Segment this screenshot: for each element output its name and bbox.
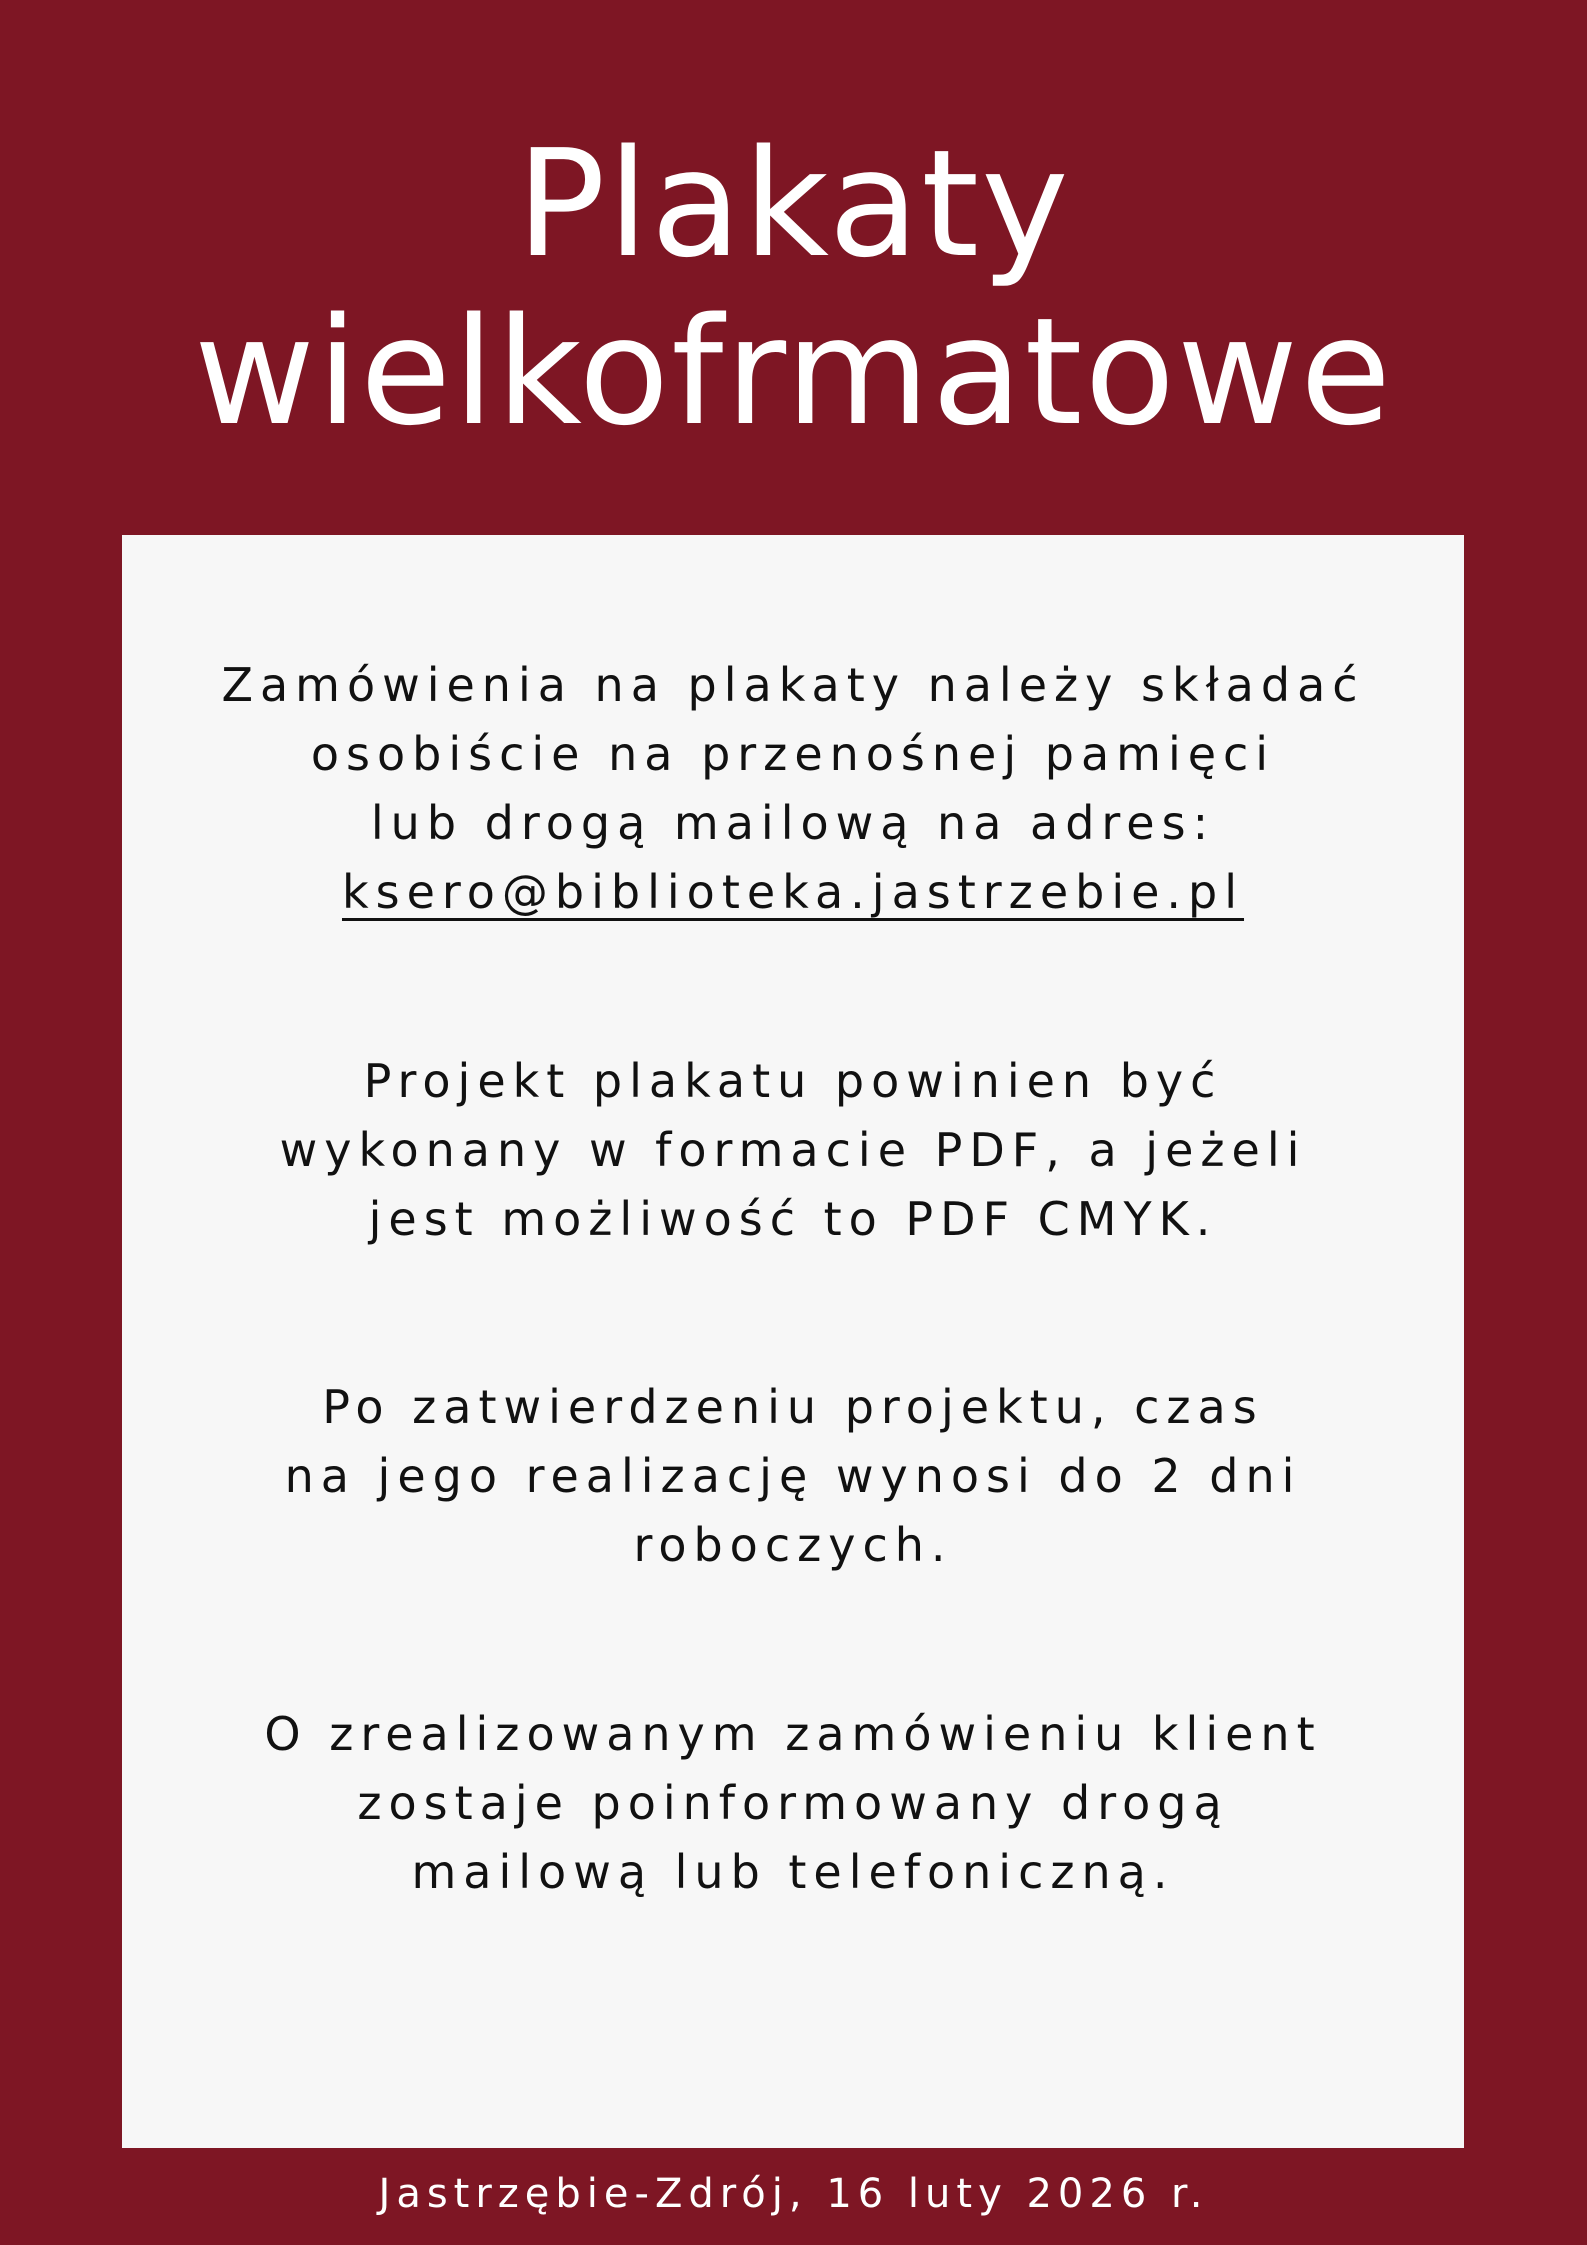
email-line — [122, 858, 1464, 927]
format-line-2: wykonany w formacie PDF, a jeżeli — [279, 1123, 1307, 1177]
notification-paragraph — [122, 1700, 1464, 1907]
title-line-2: wielkofrmatowe — [193, 286, 1394, 458]
footer-place-date: Jastrzębie-Zdrój, 16 luty 2026 r. — [378, 2171, 1209, 2217]
ordering-line-3: lub drogą mailową na adres: — [370, 796, 1216, 850]
format-paragraph — [122, 1047, 1464, 1254]
email-link[interactable]: ksero@biblioteka.jastrzebie.pl — [341, 865, 1245, 919]
notification-line-1: O zrealizowanym zamówieniu klient — [264, 1707, 1322, 1761]
page-title — [0, 120, 1587, 456]
notification-line-2: zostaje poinformowany drogą — [357, 1776, 1229, 1830]
format-line-3: jest możliwość to PDF CMYK. — [368, 1192, 1218, 1246]
ordering-line-2: osobiście na przenośnej pamięci — [310, 727, 1276, 781]
title-line-1: Plakaty — [516, 118, 1071, 290]
ordering-line-1: Zamówienia na plakaty należy składać — [221, 658, 1365, 712]
notification-line-3: mailową lub telefoniczną. — [411, 1845, 1175, 1899]
realization-paragraph — [122, 1373, 1464, 1580]
format-line-1: Projekt plakatu powinien być — [363, 1054, 1223, 1108]
realization-line-2: na jego realizację wynosi do 2 dni — [284, 1449, 1302, 1503]
realization-line-3: roboczych. — [633, 1518, 953, 1572]
content-panel — [122, 535, 1464, 2148]
realization-line-1: Po zatwierdzeniu projektu, czas — [322, 1380, 1264, 1434]
ordering-paragraph — [122, 651, 1464, 927]
